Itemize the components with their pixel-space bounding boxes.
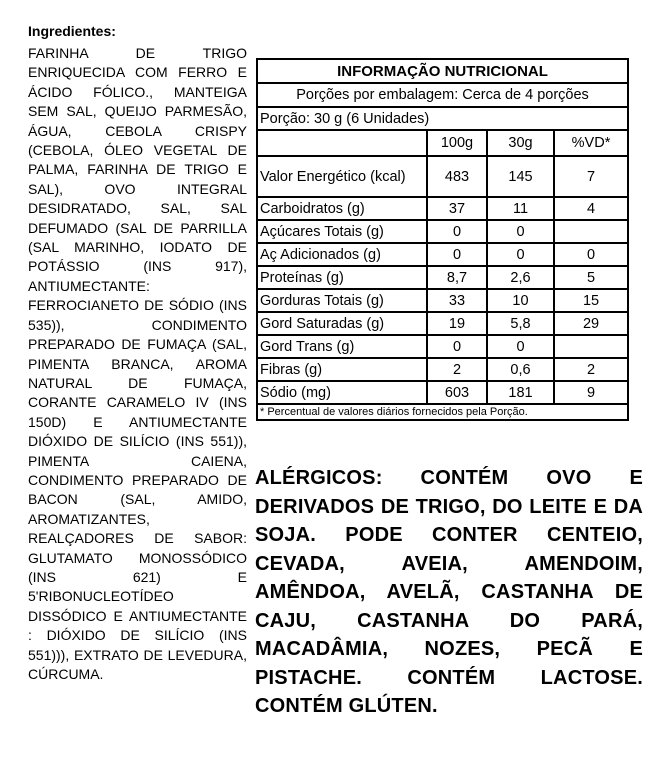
nutrient-label: Gord Trans (g) [257, 335, 427, 358]
nutrient-value-30g: 181 [487, 381, 554, 404]
nutrient-value-vd: 5 [554, 266, 628, 289]
nutrient-label: Proteínas (g) [257, 266, 427, 289]
table-row [257, 243, 628, 266]
nutrient-value-100g: 19 [427, 312, 487, 335]
portion-size: Porção: 30 g (6 Unidades) [257, 107, 628, 130]
nutrient-value-30g: 145 [487, 156, 554, 197]
nutrient-value-100g: 0 [427, 335, 487, 358]
table-row [257, 289, 628, 312]
nutrient-value-30g: 10 [487, 289, 554, 312]
nutrition-table [256, 58, 629, 421]
nutrient-label: Aç Adicionados (g) [257, 243, 427, 266]
table-row [257, 358, 628, 381]
nutrient-label: Fibras (g) [257, 358, 427, 381]
table-row-title [257, 59, 628, 83]
nutrient-value-30g: 0 [487, 220, 554, 243]
allergens-section [255, 464, 643, 721]
table-row [257, 312, 628, 335]
nutrient-label: Carboidratos (g) [257, 197, 427, 220]
nutrient-value-100g: 483 [427, 156, 487, 197]
column-header-empty [257, 130, 427, 156]
nutrient-value-vd [554, 335, 628, 358]
nutrient-value-vd: 9 [554, 381, 628, 404]
nutrient-value-vd [554, 220, 628, 243]
nutrient-value-100g: 37 [427, 197, 487, 220]
column-header-30g: 30g [487, 130, 554, 156]
nutrient-value-30g: 0 [487, 243, 554, 266]
nutrient-value-vd: 2 [554, 358, 628, 381]
ingredients-text: FARINHA DE TRIGO ENRIQUECIDA COM FERRO E ÁCIDO FÓLICO., MANTEIGA SEM SAL, QUEIJO PARMESÃO, ÁGUA, CEBOLA CRISPY (CEBOLA, ÓLEO VEGETAL DE PALMA, FARINHA DE TRIGO E SAL), OVO INTEGRAL DESIDRATADO, SAL, SAL DEFUMADO (SAL DE PARRILLA (SAL MARINHO, IODATO DE POTÁSSIO (INS 917), ANTIUMECTANTE: FERROCIANETO DE SÓDIO (INS 535)), CONDIMENTO PREPARADO DE FUMAÇA (SAL, PIMENTA BRANCA, AROMA NATURAL DE FUMAÇA, CORANTE CARAMELO IV (INS 150D) E ANTIUMECTANTE DIÓXIDO DE SILÍCIO (INS 551)), PIMENTA CAIENA, CONDIMENTO PREPARADO DE BACON (SAL, AMIDO, AROMATIZANTES, REALÇADORES DE SABOR: GLUTAMATO MONOSSÓDICO (INS 621) E 5'RIBONUCLEOTÍDEO DISSÓDICO E ANTIUMECTANTE : DIÓXIDO DE SILÍCIO (INS 551))), EXTRATO DE LEVEDURA, CÚRCUMA. [28, 45, 247, 682]
table-row [257, 266, 628, 289]
nutrient-label: Sódio (mg) [257, 381, 427, 404]
table-row [257, 335, 628, 358]
nutrient-value-vd: 29 [554, 312, 628, 335]
table-row-servings [257, 83, 628, 107]
nutrient-value-100g: 0 [427, 220, 487, 243]
nutrient-label: Açúcares Totais (g) [257, 220, 427, 243]
table-row [257, 197, 628, 220]
nutrient-value-100g: 8,7 [427, 266, 487, 289]
ingredients-heading: Ingredientes: [28, 23, 116, 39]
nutrient-value-30g: 2,6 [487, 266, 554, 289]
table-row [257, 156, 628, 197]
ingredients-section [28, 22, 247, 684]
daily-values-footnote: * Percentual de valores diários fornecidos pela Porção. [257, 404, 628, 420]
nutrient-value-30g: 0 [487, 335, 554, 358]
table-row-portion [257, 107, 628, 130]
nutrient-value-vd: 7 [554, 156, 628, 197]
nutrient-value-vd: 15 [554, 289, 628, 312]
nutrient-label: Valor Energético (kcal) [257, 156, 427, 197]
nutrient-value-30g: 5,8 [487, 312, 554, 335]
nutrient-value-30g: 0,6 [487, 358, 554, 381]
nutrient-value-30g: 11 [487, 197, 554, 220]
column-header-100g: 100g [427, 130, 487, 156]
nutrient-label: Gord Saturadas (g) [257, 312, 427, 335]
nutrient-value-100g: 33 [427, 289, 487, 312]
table-row [257, 381, 628, 404]
servings-per-package: Porções por embalagem: Cerca de 4 porções [257, 83, 628, 107]
nutrient-value-100g: 603 [427, 381, 487, 404]
nutrient-value-vd: 0 [554, 243, 628, 266]
nutrition-table-title: INFORMAÇÃO NUTRICIONAL [257, 59, 628, 83]
nutrient-value-100g: 2 [427, 358, 487, 381]
allergens-text: ALÉRGICOS: CONTÉM OVO E DERIVADOS DE TRIGO, DO LEITE E DA SOJA. PODE CONTER CENTEIO, CEVADA, AVEIA, AMENDOIM, AMÊNDOA, AVELÃ, CASTANHA DE CAJU, CASTANHA DO PARÁ, MACADÂMIA, NOZES, PECÃ E PISTACHE. CONTÉM LACTOSE. CONTÉM GLÚTEN. [255, 467, 643, 717]
nutrient-label: Gorduras Totais (g) [257, 289, 427, 312]
nutrient-value-vd: 4 [554, 197, 628, 220]
nutrient-value-100g: 0 [427, 243, 487, 266]
table-row [257, 220, 628, 243]
column-header-vd: %VD* [554, 130, 628, 156]
table-row-footnote [257, 404, 628, 420]
table-row-column-headers [257, 130, 628, 156]
